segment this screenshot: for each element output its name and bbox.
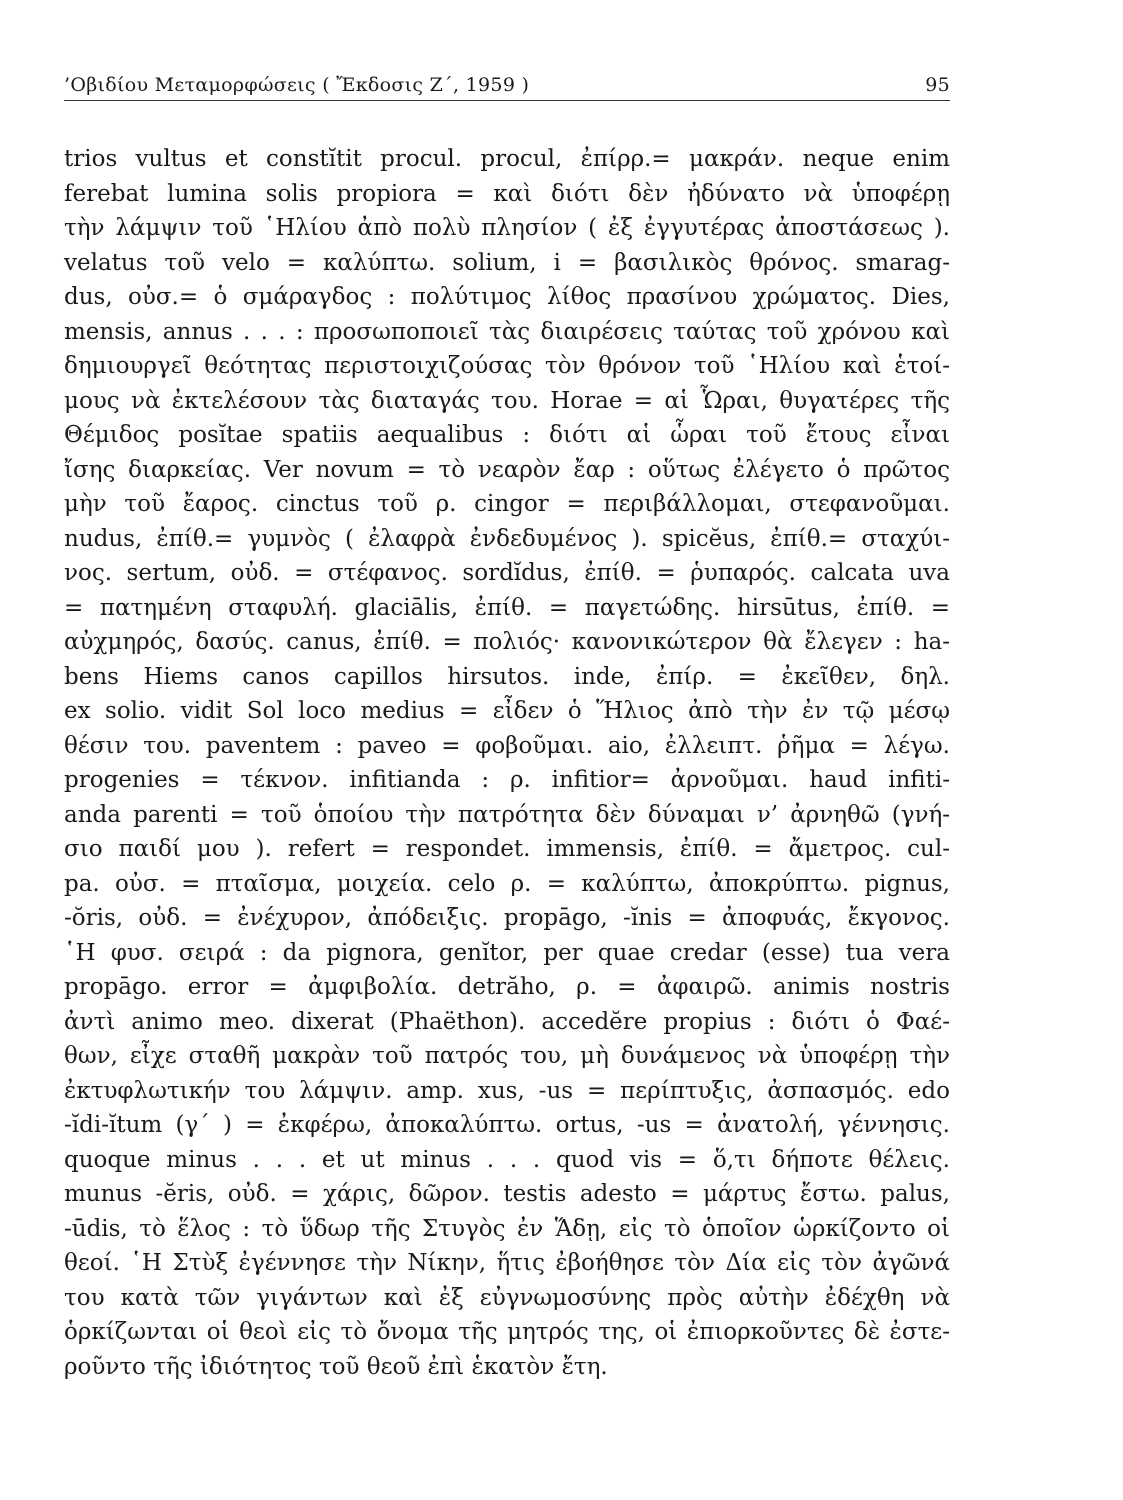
text-line: propāgo. error = ἀμφιβολία. detrăho, ρ. = ἀφαιρῶ. animis nostris: [64, 974, 950, 1000]
text-line: anda parenti = τοῦ ὁποίου τὴν πατρότητα δὲν δύναμαι ν’ ἀρνηθῶ (γνή-: [64, 801, 950, 828]
text-line: δημιουργεῖ θεότητας περιστοιχιζούσας τὸν θρόνον τοῦ ῾Ηλίου καὶ ἑτοί-: [64, 353, 950, 379]
text-line: nudus, ἐπίθ.= γυμνὸς ( ἐλαφρὰ ἐνδεδυμένος ). spicĕus, ἐπίθ.= σταχύι-: [64, 525, 950, 552]
text-line: dus, οὐσ.= ὁ σμάραγδος : πολύτιμος λίθος πρασίνου χρώματος. Dies,: [64, 284, 950, 310]
running-head: [64, 70, 950, 100]
text-line: ἴσης διαρκείας. Ver novum = τὸ νεαρὸν ἔαρ : οὕτως ἐλέγετο ὁ πρῶτος: [64, 456, 950, 483]
text-line: progenies = τέκνον. infitianda : ρ. infitior= ἀρνοῦμαι. haud infiti-: [64, 767, 950, 793]
text-line: του κατὰ τῶν γιγάντων καὶ ἐξ εὐγνωμοσύνης πρὸς αὐτὴν ἐδέχθη νὰ: [64, 1284, 950, 1311]
text-line: quoque minus . . . et ut minus . . . quod vis = ὅ,τι δήποτε θέλεις.: [64, 1146, 950, 1173]
text-line: θέσιν του. paventem : paveo = φοβοῦμαι. aio, ἐλλειπτ. ῥῆμα = λέγω.: [64, 732, 950, 759]
text-line: ex solio. vidit Sol loco medius = εἶδεν ὁ Ἥλιος ἀπὸ τὴν ἐν τῷ μέσῳ: [64, 698, 950, 724]
text-line: pa. οὐσ. = πταῖσμα, μοιχεία. celo ρ. = καλύπτω, ἀποκρύπτω. pignus,: [64, 870, 950, 897]
header-rule: [64, 100, 950, 101]
text-line: νος. sertum, οὐδ. = στέφανος. sordĭdus, ἐπίθ. = ῥυπαρός. calcata uva: [64, 560, 950, 586]
text-line: ferebat lumina solis propiora = καὶ διότι δὲν ἠδύνατο νὰ ὑποφέρῃ: [64, 180, 950, 207]
page-number: 95: [925, 74, 950, 96]
text-line: ὁρκίζωνται οἱ θεοὶ εἰς τὸ ὄνομα τῆς μητρός της, οἱ ἐπιορκοῦντες δὲ ἐστε-: [64, 1319, 950, 1345]
text-line: -ĭdi-ĭtum (γ΄ ) = ἐκφέρω, ἀποκαλύπτω. ortus, -us = ἀνατολή, γέννησις.: [64, 1112, 950, 1138]
text-line: θων, εἶχε σταθῆ μακρὰν τοῦ πατρός του, μὴ δυνάμενος νὰ ὑποφέρῃ τὴν: [64, 1043, 950, 1069]
text-line: -ŏris, οὐδ. = ἐνέχυρον, ἀπόδειξις. propāgo, -ĭnis = ἀποφυάς, ἔκγονος.: [64, 905, 950, 931]
text-line: μὴν τοῦ ἔαρος. cinctus τοῦ ρ. cingor = περιβάλλομαι, στεφανοῦμαι.: [64, 491, 950, 517]
text-line: munus -ĕris, οὐδ. = χάρις, δῶρον. testis adesto = μάρτυς ἔστω. palus,: [64, 1181, 950, 1207]
commentary-text: [64, 142, 950, 1384]
text-line: τὴν λάμψιν τοῦ ῾Ηλίου ἀπὸ πολὺ πλησίον ( ἐξ ἐγγυτέρας ἀποστάσεως ).: [64, 215, 950, 241]
text-line: ροῦντο τῆς ἰδιότητος τοῦ θεοῦ ἐπὶ ἑκατὸν ἔτη.: [64, 1353, 608, 1380]
text-line: ἀντὶ animo meo. dixerat (Phaëthon). accedĕre propius : διότι ὁ Φαέ-: [64, 1008, 950, 1035]
text-line: θεοί. ῾Η Στὺξ ἐγέννησε τὴν Νίκην, ἥτις ἐβοήθησε τὸν Δία εἰς τὸν ἀγῶνά: [64, 1250, 950, 1276]
text-line: Θέμιδος posĭtae spatiis aequalibus : διότι αἱ ὧραι τοῦ ἔτους εἶναι: [64, 422, 950, 448]
text-line: ῾Η φυσ. σειρά : da pignora, genĭtor, per quae credar (esse) tua vera: [64, 939, 950, 966]
text-line: trios vultus et constĭtit procul. procul, ἐπίρρ.= μακράν. neque enim: [64, 146, 950, 172]
text-line: mensis, annus . . . : προσωποποιεῖ τὰς διαιρέσεις ταύτας τοῦ χρόνου καὶ: [64, 318, 950, 345]
text-line: σιο παιδί μου ). refert = respondet. immensis, ἐπίθ. = ἄμετρος. cul-: [64, 836, 950, 862]
text-line: bens Hiems canos capillos hirsutos. inde, ἐπίρ. = ἐκεῖθεν, δηλ.: [64, 663, 950, 690]
text-line: αὐχμηρός, δασύς. canus, ἐπίθ. = πολιός· κανονικώτερον θὰ ἔλεγεν : ha-: [64, 629, 950, 655]
text-line: μους νὰ ἐκτελέσουν τὰς διαταγάς του. Horae = αἱ Ὧραι, θυγατέρες τῆς: [64, 387, 950, 414]
text-line: = πατημένη σταφυλή. glaciālis, ἐπίθ. = παγετώδης. hirsūtus, ἐπίθ. =: [64, 594, 950, 621]
running-title: ’Οβιδίου Μεταμορφώσεις ( Ἔκδοσις Ζ΄, 1959 ): [64, 74, 530, 96]
page: [64, 70, 950, 1384]
text-line: velatus τοῦ velo = καλύπτω. solium, i = βασιλικὸς θρόνος. smarag-: [64, 249, 950, 276]
text-line: -ūdis, τὸ ἕλος : τὸ ὕδωρ τῆς Στυγὸς ἐν Ἅδῃ, εἰς τὸ ὁποῖον ὡρκίζοντο οἱ: [64, 1215, 950, 1242]
text-line: ἐκτυφλωτικήν του λάμψιν. amp. xus, -us = περίπτυξις, ἀσπασμός. edo: [64, 1077, 950, 1104]
